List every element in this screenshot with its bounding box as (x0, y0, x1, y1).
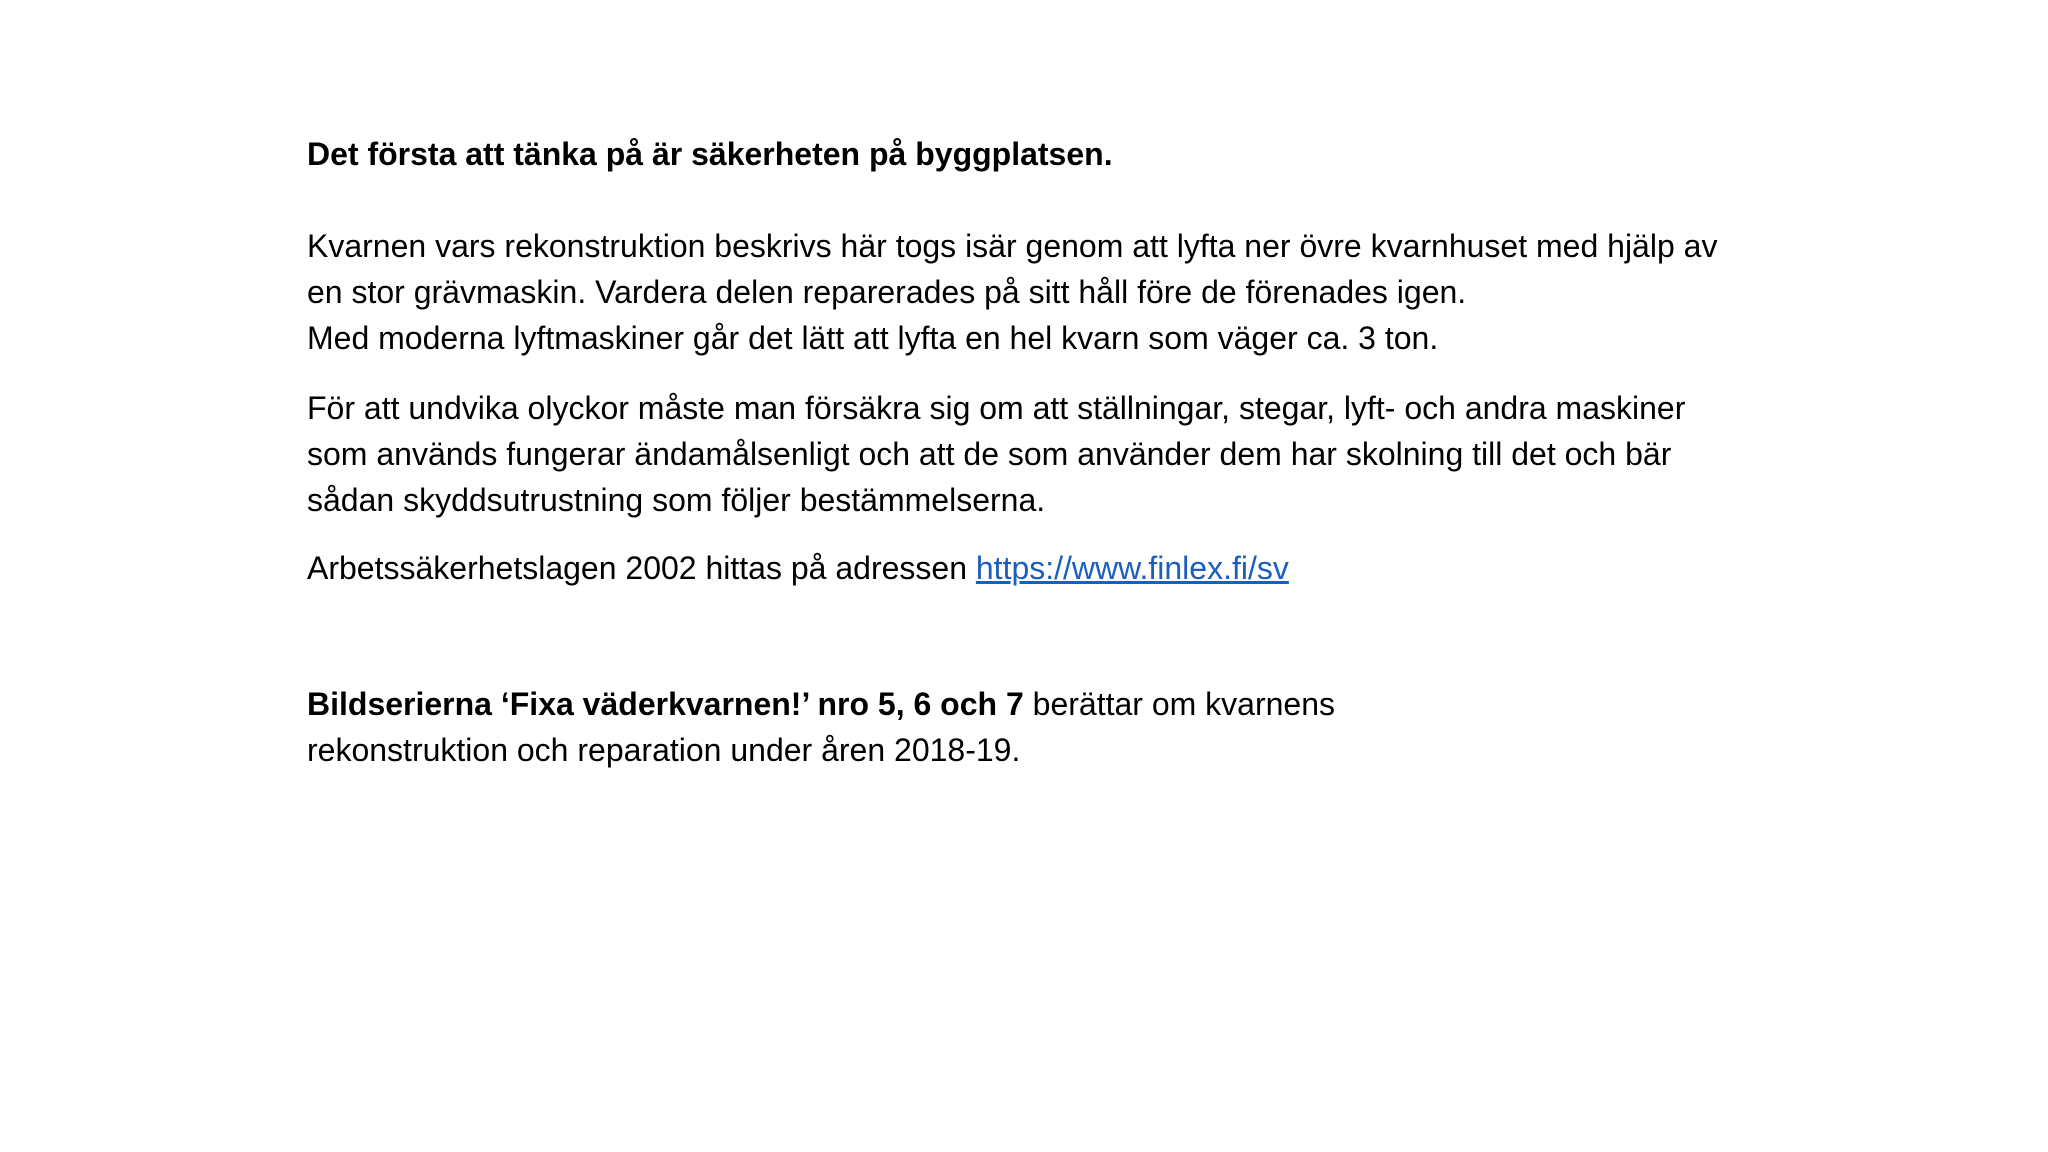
image-series-text: berättar om kvarnens (1023, 686, 1335, 722)
paragraph-reconstruction (307, 223, 1907, 361)
paragraph-line: Kvarnen vars rekonstruktion beskrivs här togs isär genom att lyfta ner övre kvarnhuset med hjälp av (307, 228, 1718, 264)
paragraph-line: rekonstruktion och reparation under åren 2018-19. (307, 732, 1021, 768)
finlex-link[interactable]: https://www.finlex.fi/sv (975, 550, 1289, 586)
paragraph-line: en stor grävmaskin. Vardera delen reparerades på sitt håll före de förenades igen. (307, 274, 1467, 310)
slide-heading: Det första att tänka på är säkerheten på byggplatsen. (307, 136, 1113, 172)
paragraph-line: För att undvika olyckor måste man försäkra sig om att ställningar, stegar, lyft- och andra maskiner (307, 390, 1686, 426)
paragraph-line: som används fungerar ändamålsenligt och att de som använder dem har skolning till det och bär (307, 436, 1672, 472)
image-series-title: Bildserierna ‘Fixa väderkvarnen!’ nro 5, 6 och 7 (307, 686, 1024, 722)
paragraph-line: sådan skyddsutrustning som följer bestämmelserna. (307, 482, 1046, 518)
paragraph-law (307, 545, 1907, 591)
paragraph-line (307, 681, 1907, 727)
law-text: Arbetssäkerhetslagen 2002 hittas på adressen (307, 550, 976, 586)
slide-content (307, 131, 1907, 773)
paragraph-safety (307, 385, 1907, 523)
paragraph-image-series (307, 681, 1907, 773)
paragraph-line (307, 545, 1907, 591)
paragraph-line: Med moderna lyftmaskiner går det lätt att lyfta en hel kvarn som väger ca. 3 ton. (307, 320, 1439, 356)
